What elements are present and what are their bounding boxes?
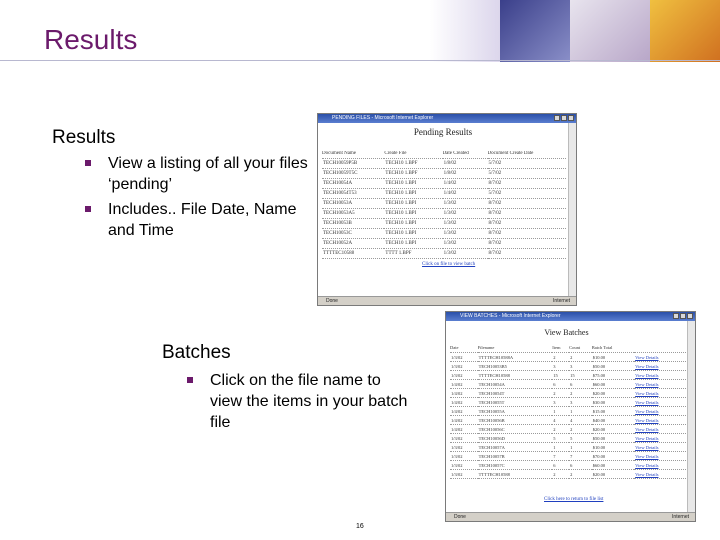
- table-cell: 1/3/02: [450, 434, 478, 443]
- table-cell: TTTTECH10588A: [478, 353, 553, 362]
- window-titlebar: VIEW BATCHES - Microsoft Internet Explorer: [446, 312, 695, 321]
- table-cell: TTTTEC10588: [322, 249, 384, 259]
- view-details-link[interactable]: View Details: [634, 452, 686, 461]
- table-cell: TECH10053A5: [322, 209, 384, 219]
- table-row: [322, 209, 566, 219]
- scrollbar[interactable]: [568, 123, 576, 296]
- table-cell: 1/3/02: [450, 443, 478, 452]
- results-bullet-list: [82, 153, 310, 245]
- scrollbar[interactable]: [687, 321, 695, 512]
- table-row: [450, 362, 686, 371]
- column-header: Count: [569, 345, 592, 353]
- bullet-icon: [85, 160, 91, 166]
- table-cell: 1/4/02: [443, 189, 488, 199]
- table-cell: 2: [569, 353, 592, 362]
- table-header-row: [450, 345, 686, 353]
- batches-table: [450, 345, 686, 479]
- maximize-icon[interactable]: [561, 115, 567, 121]
- table-cell: 1: [552, 443, 569, 452]
- table-cell: TECH10 1.BPI: [384, 229, 442, 239]
- table-row: [322, 199, 566, 209]
- table-cell: 1/4/02: [450, 425, 478, 434]
- table-cell: $30.00: [592, 398, 634, 407]
- page-title: View Batches: [544, 328, 589, 337]
- table-cell: 1/3/02: [450, 470, 478, 479]
- table-cell: TECH10 1.BPF: [384, 169, 442, 179]
- table-cell: $40.00: [592, 416, 634, 425]
- slide-title: Results: [44, 24, 138, 55]
- minimize-icon[interactable]: [554, 115, 560, 121]
- slide-header: [0, 0, 720, 64]
- view-details-link[interactable]: View Details: [634, 398, 686, 407]
- table-cell: $20.00: [592, 425, 634, 434]
- table-cell: 5: [569, 434, 592, 443]
- table-cell: 5/7/02: [488, 189, 567, 199]
- table-cell: TECH10 1.BPI: [384, 239, 442, 249]
- table-cell: $10.00: [592, 443, 634, 452]
- table-cell: 8/7/02: [488, 179, 567, 189]
- table-cell: 8/7/02: [488, 239, 567, 249]
- table-row: [322, 159, 566, 169]
- view-details-link[interactable]: View Details: [634, 443, 686, 452]
- table-cell: 1/3/02: [450, 452, 478, 461]
- column-header: Date Created: [443, 151, 488, 159]
- view-details-link[interactable]: View Details: [634, 434, 686, 443]
- table-cell: 1/3/02: [450, 362, 478, 371]
- table-row: [450, 389, 686, 398]
- column-header: Document Create Date: [488, 151, 567, 159]
- table-cell: 2: [552, 389, 569, 398]
- table-row: [322, 179, 566, 189]
- return-to-file-list-link[interactable]: Click here to return to file list: [544, 497, 604, 502]
- batches-heading: Batches: [162, 342, 231, 363]
- table-cell: 1/3/02: [443, 219, 488, 229]
- table-cell: 2: [569, 425, 592, 434]
- table-cell: $50.00: [592, 434, 634, 443]
- table-cell: 8/7/02: [488, 249, 567, 259]
- view-details-link[interactable]: View Details: [634, 425, 686, 434]
- table-row: [450, 434, 686, 443]
- table-cell: 8/7/02: [488, 219, 567, 229]
- table-cell: 1/4/02: [450, 380, 478, 389]
- table-cell: 1/3/02: [450, 353, 478, 362]
- view-details-link[interactable]: View Details: [634, 353, 686, 362]
- table-cell: 5: [552, 434, 569, 443]
- pending-files-table: [322, 151, 566, 259]
- table-cell: 1/3/02: [443, 239, 488, 249]
- window-content: [446, 321, 687, 512]
- table-cell: TECH10057A: [478, 443, 553, 452]
- table-row: [450, 461, 686, 470]
- close-icon[interactable]: [687, 313, 693, 319]
- table-row: [322, 239, 566, 249]
- column-header: Batch Total: [592, 345, 634, 353]
- column-header: Item: [552, 345, 569, 353]
- table-cell: 1/8/02: [443, 159, 488, 169]
- table-cell: TECH10 1.BPI: [384, 219, 442, 229]
- table-cell: 6: [569, 461, 592, 470]
- view-details-link[interactable]: View Details: [634, 416, 686, 425]
- table-cell: 1/3/02: [443, 209, 488, 219]
- table-cell: 1: [569, 443, 592, 452]
- table-row: [450, 452, 686, 461]
- window-titlebar: PENDING FILES - Microsoft Internet Explorer: [318, 114, 576, 123]
- column-header: [634, 345, 686, 353]
- table-cell: TECH10053B: [322, 219, 384, 229]
- table-cell: TECH10 1.BPI: [384, 209, 442, 219]
- table-cell: 2: [569, 389, 592, 398]
- table-cell: $50.00: [592, 362, 634, 371]
- table-cell: 7: [552, 452, 569, 461]
- table-cell: 4: [552, 416, 569, 425]
- table-cell: 3: [569, 398, 592, 407]
- table-cell: 1/4/02: [450, 416, 478, 425]
- table-row: [450, 425, 686, 434]
- table-cell: 3: [552, 398, 569, 407]
- table-cell: $10.00: [592, 353, 634, 362]
- table-cell: TECH10054A: [478, 380, 553, 389]
- table-row: [450, 398, 686, 407]
- table-cell: TECH10056D: [478, 434, 553, 443]
- table-cell: TECH10 1.BPI: [384, 179, 442, 189]
- column-header: Filename: [478, 345, 553, 353]
- table-cell: 2: [552, 470, 569, 479]
- table-cell: TECH10057B: [478, 452, 553, 461]
- table-cell: TECH10056C: [478, 425, 553, 434]
- header-banner-image: [430, 0, 720, 62]
- table-row: [450, 470, 686, 479]
- minimize-icon[interactable]: [673, 313, 679, 319]
- table-cell: TECH10053A: [322, 199, 384, 209]
- table-cell: 1/3/02: [450, 461, 478, 470]
- list-item: Includes.. File Date, Name and Time: [82, 199, 310, 241]
- table-cell: TECH10059P5B: [322, 159, 384, 169]
- table-cell: TTTTECH10588: [478, 371, 553, 380]
- results-heading: Results: [52, 127, 116, 148]
- table-cell: TECH10 1.BPF: [384, 159, 442, 169]
- table-cell: TECH10053B5: [478, 362, 553, 371]
- table-cell: 3: [569, 362, 592, 371]
- table-cell: TECH10055A: [478, 407, 553, 416]
- table-cell: 1: [552, 407, 569, 416]
- table-row: [322, 219, 566, 229]
- table-cell: $60.00: [592, 461, 634, 470]
- column-header: Document Name: [322, 151, 384, 159]
- table-row: [450, 380, 686, 389]
- table-cell: $15.00: [592, 407, 634, 416]
- table-cell: 8/7/02: [488, 199, 567, 209]
- view-details-link[interactable]: View Details: [634, 362, 686, 371]
- table-cell: TECH10054T: [478, 389, 553, 398]
- column-header: Create File: [384, 151, 442, 159]
- table-cell: 1/4/02: [450, 398, 478, 407]
- table-cell: 1: [569, 407, 592, 416]
- table-row: [450, 407, 686, 416]
- table-cell: 5/7/02: [488, 159, 567, 169]
- bullet-icon: [187, 377, 193, 383]
- table-cell: $70.00: [592, 452, 634, 461]
- table-row: [450, 416, 686, 425]
- table-cell: 1/3/02: [443, 249, 488, 259]
- view-batch-link[interactable]: Click on file to view batch: [422, 262, 476, 267]
- table-cell: TECH10057C: [478, 461, 553, 470]
- table-cell: TTTTECH10588: [478, 470, 553, 479]
- table-cell: 15: [552, 371, 569, 380]
- list-item: View a listing of all your files ‘pending’: [82, 153, 310, 195]
- batches-bullet-list: [184, 370, 412, 437]
- table-row: [450, 353, 686, 362]
- table-cell: $60.00: [592, 380, 634, 389]
- view-details-link[interactable]: View Details: [634, 461, 686, 470]
- view-details-link[interactable]: View Details: [634, 407, 686, 416]
- table-cell: 1/3/02: [443, 199, 488, 209]
- table-cell: TTTT 1.BPF: [384, 249, 442, 259]
- table-cell: 7: [569, 452, 592, 461]
- table-cell: 1/8/02: [443, 169, 488, 179]
- table-cell: 2: [569, 470, 592, 479]
- table-cell: $75.00: [592, 371, 634, 380]
- window-content: [318, 123, 568, 296]
- table-cell: 1/3/02: [450, 371, 478, 380]
- list-item: Click on the file name to view the items in your batch file: [184, 370, 412, 433]
- view-details-link[interactable]: View Details: [634, 371, 686, 380]
- table-cell: TECH10053C: [322, 229, 384, 239]
- page-title: Pending Results: [413, 127, 473, 137]
- page-number: 16: [356, 523, 364, 530]
- maximize-icon[interactable]: [680, 313, 686, 319]
- view-details-link[interactable]: View Details: [634, 380, 686, 389]
- table-row: [322, 249, 566, 259]
- table-cell: TECH10054A: [322, 179, 384, 189]
- table-cell: TECH10056B: [478, 416, 553, 425]
- table-cell: 6: [569, 380, 592, 389]
- view-details-link[interactable]: View Details: [634, 470, 686, 479]
- column-header: Date: [450, 345, 478, 353]
- table-row: [450, 371, 686, 380]
- table-cell: 1/4/02: [450, 389, 478, 398]
- table-cell: $20.00: [592, 389, 634, 398]
- table-cell: TECH10054T53: [322, 189, 384, 199]
- table-cell: 1/4/02: [450, 407, 478, 416]
- view-batches-window: [445, 311, 696, 522]
- header-divider: [0, 60, 720, 61]
- pending-results-window: [317, 113, 577, 306]
- status-bar: Done Internet: [318, 296, 576, 305]
- table-cell: 8/7/02: [488, 209, 567, 219]
- table-row: [450, 443, 686, 452]
- table-cell: $20.00: [592, 470, 634, 479]
- table-cell: 2: [552, 425, 569, 434]
- table-cell: TECH10055T: [478, 398, 553, 407]
- table-row: [322, 229, 566, 239]
- table-cell: 3: [552, 362, 569, 371]
- table-header-row: [322, 151, 566, 159]
- table-cell: 5/7/02: [488, 169, 567, 179]
- table-row: [322, 169, 566, 179]
- table-cell: 1/3/02: [443, 229, 488, 239]
- table-cell: TECH10 1.BPI: [384, 189, 442, 199]
- close-icon[interactable]: [568, 115, 574, 121]
- table-cell: TECH10059T5C: [322, 169, 384, 179]
- table-cell: 6: [552, 380, 569, 389]
- table-cell: 4: [569, 416, 592, 425]
- table-cell: 2: [552, 353, 569, 362]
- status-bar: Done Internet: [446, 512, 695, 521]
- table-cell: 1/4/02: [443, 179, 488, 189]
- table-row: [322, 189, 566, 199]
- view-details-link[interactable]: View Details: [634, 389, 686, 398]
- table-cell: TECH10052A: [322, 239, 384, 249]
- table-cell: 6: [552, 461, 569, 470]
- table-cell: TECH10 1.BPI: [384, 199, 442, 209]
- table-cell: 8/7/02: [488, 229, 567, 239]
- bullet-icon: [85, 206, 91, 212]
- table-cell: 15: [569, 371, 592, 380]
